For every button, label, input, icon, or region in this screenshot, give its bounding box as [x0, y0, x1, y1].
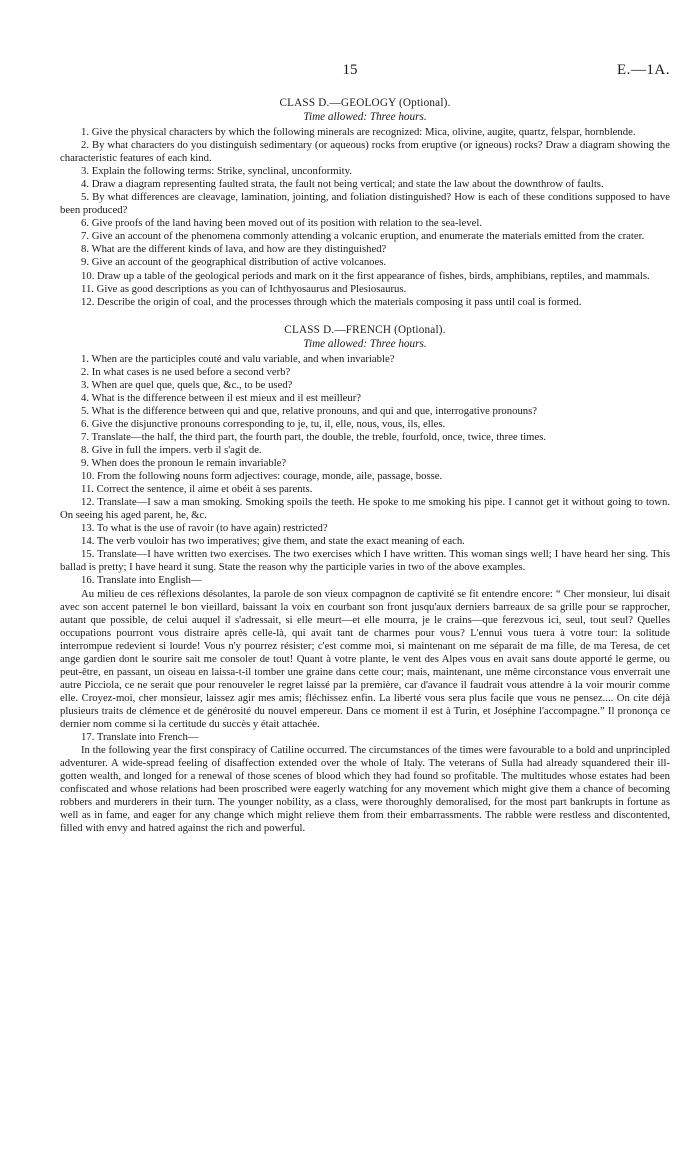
- question-item: 1. When are the participles couté and valu variable, and when invariable?: [81, 352, 395, 365]
- question-item: 13. To what is the use of ravoir (to have again) restricted?: [81, 522, 328, 535]
- french-time-allowed: Time allowed: Three hours.: [303, 337, 427, 350]
- question-item: 5. What is the difference between qui and que, relative pronouns, and qui and que, interrogative pronouns?: [81, 404, 538, 417]
- question-item: 9. Give an account of the geographical distribution of active volcanoes.: [81, 256, 387, 269]
- question-item: 11. Give as good descriptions as you can of Ichthyosaurus and Plesiosaurus.: [81, 282, 407, 295]
- question-item: 12. Translate—I saw a man smoking. Smoking spoils the teeth. He spoke to me smoking his pipe. I cannot get it without going to town. On seeing his aged parent, he, &c.: [60, 496, 670, 522]
- geology-time-allowed: Time allowed: Three hours.: [303, 111, 427, 123]
- question-item: 4. What is the difference between il est mieux and il est meilleur?: [81, 391, 362, 404]
- geology-questions: [60, 126, 670, 309]
- page-body: [60, 62, 670, 835]
- question-item: 7. Give an account of the phenomena commonly attending a volcanic eruption, and enumerate the materials emitted from the crater.: [81, 230, 645, 243]
- question-item: 3. When are quel que, quels que, &c., to be used?: [81, 378, 293, 391]
- geology-title: CLASS D.—GEOLOGY (Optional).: [279, 97, 451, 109]
- question-item: 8. Give in full the impers. verb il s'agit de.: [81, 443, 262, 456]
- question-item: 14. The verb vouloir has two imperatives; give them, and state the exact meaning of each.: [81, 535, 465, 548]
- french-section: [60, 323, 670, 836]
- french-questions: [60, 353, 670, 836]
- question-item: 10. Draw up a table of the geological periods and mark on it the first appearance of fishes, birds, amphibians, reptiles, and mammals.: [81, 269, 650, 282]
- question-item: 4. Draw a diagram representing faulted strata, the fault not being vertical; and state the law about the downthrow of faults.: [81, 178, 604, 191]
- question-item: 3. Explain the following terms: Strike, synclinal, unconformity.: [81, 165, 352, 178]
- question-item: 2. In what cases is ne used before a second verb?: [81, 365, 291, 378]
- question-item: 11. Correct the sentence, il aime et obéit à ses parents.: [81, 483, 313, 496]
- question-item: 8. What are the different kinds of lava, and how are they distinguished?: [81, 243, 387, 256]
- question-item: 17. Translate into French—: [81, 731, 199, 744]
- question-item: Au milieu de ces réflexions désolantes, la parole de son vieux compagnon de captivité se fit entendre encore: “ Cher monsieur, lui disait avec son accent paternel le bon vieillard, baissant la voix en courbant son front jusqu'aux derniers barreaux de sa grille pour se rapprocher, autant que possible, de celui auquel il s'adressait, si elle meurt—et elle mourra, je le crains—que ferezvous ici, seul, tout seul? Quelles occupations pourront vous distraire après celle-là, qui avait tant de charmes pour vous? L'ennui vous tuera à votre tour: la solitude interrompue redevient si lourde! Vous n'y pourrez résister; c'est comme moi, si maintenant on me séparait de ma fille, de ma Teresa, de cet ange gardien dont le sourire sait me consoler de tout! Quant à votre plante, le vent des Alpes vous en avait sans doute apporté le germe, ou peut-être, en passant, un oiseau en laissa-t-il tomber une graine dans cette cour; mais, maintenant, une même circonstance vous enverrait une autre Picciola, ce ne serait que pour renouveler le regret laissé par la première, car d'avance il faudrait vous attendre à la voir mourir comme elle. Croyez-moi, cher monsieur, laissez agir mes amis; fléchissez enfin. La liberté vous sera plus facile que vous ne pensez.... On cite déjà plusieurs traits de clémence et de générosité du nouvel empereur. Dans ce moment il est à Turin, et Joséphine l'accompagne.” Il prononça ce dernier nom comme si la certitude du succès y était attachée.: [60, 587, 670, 730]
- question-item: 10. From the following nouns form adjectives: courage, monde, aile, passage, bosse.: [81, 470, 443, 483]
- document-reference: E.—1A.: [617, 62, 670, 78]
- question-item: 2. By what characters do you distinguish sedimentary (or aqueous) rocks from eruptive (or igneous) rocks? Draw a diagram showing the characteristic features of each kind.: [60, 139, 670, 165]
- french-title: CLASS D.—FRENCH (Optional).: [284, 323, 446, 336]
- question-item: 6. Give the disjunctive pronouns corresponding to je, tu, il, elle, nous, vous, ils, elles.: [81, 417, 446, 430]
- question-item: In the following year the first conspiracy of Catiline occurred. The circumstances of the times were favourable to a bold and unprincipled adventurer. A wide-spread feeling of disaffection extended over the whole of Italy. The veterans of Sulla had already squandered their ill-gotten wealth, and longed for a renewal of those scenes of blood which they had found so profitable. The multitudes whose estates had been confiscated and whose relations had been proscribed were eagerly watching for any movement which might give them a chance of becoming robbers and murderers in their turn. The younger nobility, as a class, were thoroughly demoralised, for the most part bankrupts in fortune as well as in fame, and eager for any change which might relieve them from their embarrassments. The rabble were restless and discontented, filled with envy and hatred against the rich and powerful.: [60, 744, 670, 835]
- question-item: 9. When does the pronoun le remain invariable?: [81, 457, 287, 470]
- geology-section: [60, 96, 670, 309]
- question-item: 12. Describe the origin of coal, and the processes through which the materials composing it pass until coal is formed.: [81, 295, 582, 308]
- question-item: 1. Give the physical characters by which the following minerals are recognized: Mica, olivine, augite, quartz, felspar, hornblende.: [81, 126, 636, 138]
- question-item: 16. Translate into English—: [81, 574, 202, 587]
- question-item: 15. Translate—I have written two exercises. The two exercises which I have written. This woman sings well; I have heard her sing. This ballad is pretty; I have heard it sung. State the reason why the participle varies in two of the above examples.: [60, 548, 670, 574]
- page-number: 15: [342, 62, 358, 78]
- question-item: 7. Translate—the half, the third part, the fourth part, the double, the treble, fourfold, once, twice, three times.: [81, 430, 547, 443]
- question-item: 5. By what differences are cleavage, lamination, jointing, and foliation distinguished? How is each of these conditions supposed to have been produced?: [60, 191, 670, 217]
- question-item: 6. Give proofs of the land having been moved out of its position with relation to the sea-level.: [81, 217, 482, 230]
